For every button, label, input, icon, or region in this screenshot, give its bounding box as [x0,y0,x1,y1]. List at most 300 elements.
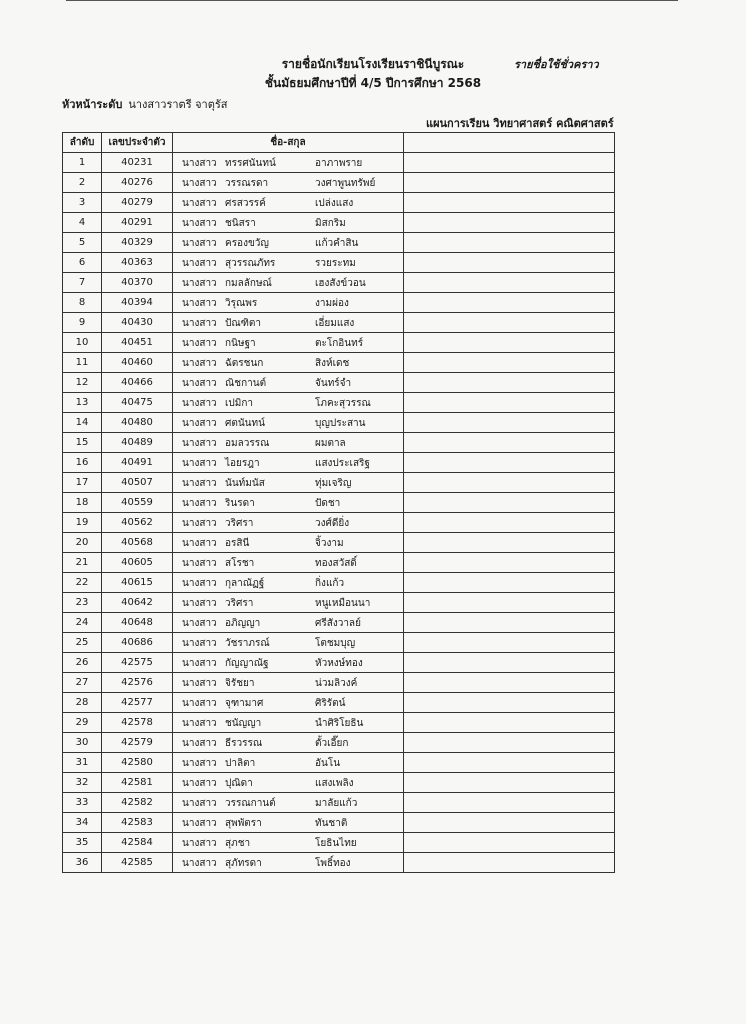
row-number: 28 [63,693,102,713]
notes-cell [404,493,615,513]
name-prefix: นางสาว [182,318,217,329]
name-prefix: นางสาว [182,798,217,809]
row-number: 24 [63,613,102,633]
last-name: ทองสวัสดิ์ [315,558,357,569]
last-name: โภคะสุวรรณ [315,398,371,409]
student-name-cell [173,513,404,533]
notes-cell [404,653,615,673]
first-name: นันท์มนัส [225,478,265,489]
student-id: 42582 [102,793,173,813]
row-number: 29 [63,713,102,733]
name-prefix: นางสาว [182,418,217,429]
row-number: 31 [63,753,102,773]
table-row [63,453,615,473]
first-name: ฉัตรชนก [225,358,264,369]
first-name: กมลลักษณ์ [225,278,272,289]
student-name-cell [173,813,404,833]
student-id: 40394 [102,293,173,313]
first-name: วริศรา [225,598,254,609]
first-name: สุภัทรดา [225,858,262,869]
student-id: 40507 [102,473,173,493]
first-name: ปัณฑิตา [225,318,262,329]
student-id: 42585 [102,853,173,873]
table-row [63,273,615,293]
document-subtitle: ชั้นมัธยมศึกษาปีที่ 4/5 ปีการศึกษา 2568 [264,76,482,90]
notes-cell [404,453,615,473]
student-name-cell [173,833,404,853]
table-row [63,353,615,373]
name-prefix: นางสาว [182,498,217,509]
notes-cell [404,153,615,173]
first-name: สุภชา [225,838,251,849]
first-name: จิรัชยา [225,678,255,689]
study-program: แผนการเรียน วิทยาศาสตร์ คณิตศาสตร์ [426,117,614,130]
student-name-cell [173,573,404,593]
notes-cell [404,473,615,493]
student-name-cell [173,313,404,333]
row-number: 22 [63,573,102,593]
table-row [63,633,615,653]
student-id: 40363 [102,253,173,273]
student-id: 40562 [102,513,173,533]
notes-cell [404,573,615,593]
name-prefix: นางสาว [182,558,217,569]
table-row [63,613,615,633]
first-name: วรรณกานต์ [225,798,276,809]
last-name: ตั้วเอี๊ยก [315,738,349,749]
table-row [63,213,615,233]
notes-cell [404,193,615,213]
row-number: 23 [63,593,102,613]
row-number: 3 [63,193,102,213]
student-name-cell [173,553,404,573]
notes-cell [404,513,615,533]
student-table [62,132,615,873]
student-id: 42578 [102,713,173,733]
student-id: 42581 [102,773,173,793]
row-number: 34 [63,813,102,833]
name-prefix: นางสาว [182,458,217,469]
table-row [63,153,615,173]
first-name: วัชราภรณ์ [225,638,270,649]
student-name-cell [173,453,404,473]
student-id: 40460 [102,353,173,373]
last-name: ผมตาล [315,438,346,449]
first-name: วรรณรดา [225,178,269,189]
last-name: แสงเพลิง [315,778,354,789]
first-name: วริศรา [225,518,254,529]
notes-cell [404,613,615,633]
name-prefix: นางสาว [182,578,217,589]
first-name: อรสินี [225,538,250,549]
row-number: 35 [63,833,102,853]
name-prefix: นางสาว [182,678,217,689]
notes-cell [404,713,615,733]
column-header-number: ลำดับ [63,133,102,153]
row-number: 20 [63,533,102,553]
column-header-student-id: เลขประจำตัว [102,133,173,153]
name-prefix: นางสาว [182,478,217,489]
table-row [63,713,615,733]
student-id: 40686 [102,633,173,653]
name-prefix: นางสาว [182,838,217,849]
row-number: 14 [63,413,102,433]
notes-cell [404,633,615,653]
student-name-cell [173,233,404,253]
table-row [63,833,615,853]
student-name-cell [173,613,404,633]
notes-cell [404,313,615,333]
table-row [63,553,615,573]
name-prefix: นางสาว [182,778,217,789]
table-row [63,593,615,613]
row-number: 8 [63,293,102,313]
student-id: 40642 [102,593,173,613]
row-number: 25 [63,633,102,653]
row-number: 7 [63,273,102,293]
last-name: ปัดชา [315,498,341,509]
notes-cell [404,853,615,873]
student-id: 40480 [102,413,173,433]
student-id: 42579 [102,733,173,753]
table-row [63,573,615,593]
last-name: งามผ่อง [315,298,349,309]
first-name: ศตนันทน์ [225,418,265,429]
student-name-cell [173,793,404,813]
student-name-cell [173,193,404,213]
last-name: จิ้วงาม [315,538,344,549]
name-prefix: นางสาว [182,638,217,649]
student-id: 40291 [102,213,173,233]
first-name: จุฑามาศ [225,698,264,709]
last-name: หัวหงษ์ทอง [315,658,363,669]
student-id: 40279 [102,193,173,213]
table-row [63,193,615,213]
table-row [63,753,615,773]
name-prefix: นางสาว [182,718,217,729]
row-number: 12 [63,373,102,393]
last-name: หนูเหมือนนา [315,598,371,609]
row-number: 26 [63,653,102,673]
row-number: 21 [63,553,102,573]
name-prefix: นางสาว [182,258,217,269]
student-name-cell [173,373,404,393]
first-name: ธีรวรรณ [225,738,263,749]
first-name: รินรดา [225,498,255,509]
last-name: โพธิ์ทอง [315,858,351,869]
student-name-cell [173,333,404,353]
table-row [63,173,615,193]
table-row [63,513,615,533]
table-row [63,733,615,753]
row-number: 18 [63,493,102,513]
last-name: ทุ่มเจริญ [315,478,352,489]
table-row [63,393,615,413]
row-number: 9 [63,313,102,333]
last-name: ทันชาติ [315,818,348,829]
student-id: 42584 [102,833,173,853]
table-row [63,313,615,333]
student-id: 42583 [102,813,173,833]
notes-cell [404,233,615,253]
notes-cell [404,793,615,813]
head-of-level-name: นางสาวราตรี จาตุรัส [128,98,228,111]
student-name-cell [173,633,404,653]
table-row [63,473,615,493]
row-number: 4 [63,213,102,233]
last-name: จันทร์จำ [315,378,352,389]
notes-cell [404,773,615,793]
student-id: 40491 [102,453,173,473]
table-row [63,853,615,873]
row-number: 36 [63,853,102,873]
row-number: 13 [63,393,102,413]
first-name: กนิษฐา [225,338,256,349]
first-name: ชนัญญา [225,718,262,729]
table-row [63,813,615,833]
student-id: 40615 [102,573,173,593]
student-id: 42580 [102,753,173,773]
last-name: เฮงสังข์วอน [315,278,366,289]
student-id: 40559 [102,493,173,513]
student-name-cell [173,773,404,793]
first-name: ณิชกานต์ [225,378,267,389]
head-of-level [62,95,227,113]
student-id: 40451 [102,333,173,353]
student-name-cell [173,753,404,773]
table-row [63,413,615,433]
student-name-cell [173,673,404,693]
table-row [63,673,615,693]
first-name: ปาลิตา [225,758,256,769]
name-prefix: นางสาว [182,378,217,389]
table-row [63,793,615,813]
last-name: บุญประสาน [315,418,366,429]
name-prefix: นางสาว [182,698,217,709]
table-row [63,693,615,713]
student-name-cell [173,433,404,453]
student-name-cell [173,533,404,553]
student-id: 40430 [102,313,173,333]
row-number: 10 [63,333,102,353]
last-name: แสงประเสริฐ [315,458,370,469]
row-number: 33 [63,793,102,813]
name-prefix: นางสาว [182,278,217,289]
last-name: ศรีสังวาลย์ [315,618,361,629]
notes-cell [404,753,615,773]
last-name: อันโน [315,758,341,769]
first-name: ศรสวรรค์ [225,198,266,209]
name-prefix: นางสาว [182,598,217,609]
notes-cell [404,733,615,753]
name-prefix: นางสาว [182,518,217,529]
last-name: แก้วคำสิน [315,238,359,249]
name-prefix: นางสาว [182,658,217,669]
first-name: เปมิกา [225,398,254,409]
first-name: สุพพัตรา [225,818,262,829]
row-number: 16 [63,453,102,473]
first-name: อภิญญา [225,618,261,629]
last-name: น่วมลิวงค์ [315,678,358,689]
notes-cell [404,533,615,553]
table-body [63,153,615,873]
last-name: เอี่ยมแสง [315,318,355,329]
notes-cell [404,673,615,693]
notes-cell [404,553,615,573]
last-name: โตชมบุญ [315,638,356,649]
student-name-cell [173,173,404,193]
row-number: 27 [63,673,102,693]
student-name-cell [173,653,404,673]
student-name-cell [173,293,404,313]
student-name-cell [173,493,404,513]
notes-cell [404,413,615,433]
column-header-notes [404,133,615,153]
last-name: เปล่งแสง [315,198,354,209]
student-id: 42577 [102,693,173,713]
last-name: วงศาพูนทรัพย์ [315,178,376,189]
name-prefix: นางสาว [182,218,217,229]
name-prefix: นางสาว [182,358,217,369]
table-header-row [63,133,615,153]
table-row [63,373,615,393]
student-id: 40466 [102,373,173,393]
notes-cell [404,273,615,293]
student-name-cell [173,733,404,753]
student-id: 42575 [102,653,173,673]
name-prefix: นางสาว [182,178,217,189]
last-name: อาภาพราย [315,158,363,169]
name-prefix: นางสาว [182,158,217,169]
document-title: รายชื่อนักเรียนโรงเรียนราชินีบูรณะ [281,57,465,71]
table-row [63,493,615,513]
notes-cell [404,333,615,353]
student-name-cell [173,353,404,373]
student-id: 40605 [102,553,173,573]
student-name-cell [173,853,404,873]
student-id: 40329 [102,233,173,253]
first-name: กัญญาณัฐ [225,658,269,669]
table-row [63,433,615,453]
head-of-level-label: หัวหน้าระดับ [62,98,123,111]
row-number: 5 [63,233,102,253]
last-name: ตะโกอินทร์ [315,338,364,349]
first-name: วิรุณพร [225,298,258,309]
last-name: มิสกริม [315,218,346,229]
student-name-cell [173,473,404,493]
last-name: กิ่งแก้ว [315,578,345,589]
first-name: สุวรรณภัทร [225,258,276,269]
notes-cell [404,433,615,453]
student-id: 40568 [102,533,173,553]
top-edge-line [66,0,678,6]
first-name: ปุณิดา [225,778,253,789]
first-name: ทรรศนันทน์ [225,158,276,169]
notes-cell [404,693,615,713]
name-prefix: นางสาว [182,758,217,769]
student-id: 40276 [102,173,173,193]
last-name: นำศิริโยธิน [315,718,364,729]
name-prefix: นางสาว [182,198,217,209]
last-name: มาลัยแก้ว [315,798,358,809]
first-name: ครองขวัญ [225,238,269,249]
last-name: โยธินไทย [315,838,357,849]
name-prefix: นางสาว [182,738,217,749]
first-name: ชนิสรา [225,218,256,229]
notes-cell [404,393,615,413]
first-name: กุลาณัฏฐ์ [225,578,265,589]
notes-cell [404,213,615,233]
name-prefix: นางสาว [182,438,217,449]
row-number: 6 [63,253,102,273]
notes-cell [404,833,615,853]
notes-cell [404,813,615,833]
notes-cell [404,253,615,273]
first-name: อมลวรรณ [225,438,270,449]
row-number: 11 [63,353,102,373]
name-prefix: นางสาว [182,298,217,309]
row-number: 19 [63,513,102,533]
provisional-note: รายชื่อใช้ชั่วคราว [514,58,599,71]
last-name: วงศ์ดียิ่ง [315,518,350,529]
student-name-cell [173,393,404,413]
table-row [63,233,615,253]
student-name-cell [173,593,404,613]
name-prefix: นางสาว [182,858,217,869]
student-id: 40648 [102,613,173,633]
table-row [63,333,615,353]
last-name: ศิริรัตน์ [315,698,346,709]
row-number: 32 [63,773,102,793]
student-name-cell [173,213,404,233]
name-prefix: นางสาว [182,238,217,249]
last-name: รวยระทม [315,258,356,269]
table-row [63,653,615,673]
notes-cell [404,593,615,613]
student-name-cell [173,273,404,293]
student-id: 42576 [102,673,173,693]
notes-cell [404,353,615,373]
student-name-cell [173,413,404,433]
row-number: 17 [63,473,102,493]
table-row [63,293,615,313]
row-number: 2 [63,173,102,193]
name-prefix: นางสาว [182,538,217,549]
notes-cell [404,173,615,193]
table-row [63,253,615,273]
notes-cell [404,293,615,313]
student-name-cell [173,693,404,713]
table-row [63,533,615,553]
name-prefix: นางสาว [182,398,217,409]
student-id: 40370 [102,273,173,293]
name-prefix: นางสาว [182,338,217,349]
student-id: 40231 [102,153,173,173]
notes-cell [404,373,615,393]
table-row [63,773,615,793]
student-id: 40475 [102,393,173,413]
name-prefix: นางสาว [182,818,217,829]
last-name: สิงห์เดช [315,358,350,369]
student-name-cell [173,153,404,173]
first-name: สโรชา [225,558,255,569]
name-prefix: นางสาว [182,618,217,629]
first-name: ไอยรฎา [225,458,260,469]
row-number: 15 [63,433,102,453]
student-name-cell [173,713,404,733]
student-id: 40489 [102,433,173,453]
row-number: 1 [63,153,102,173]
